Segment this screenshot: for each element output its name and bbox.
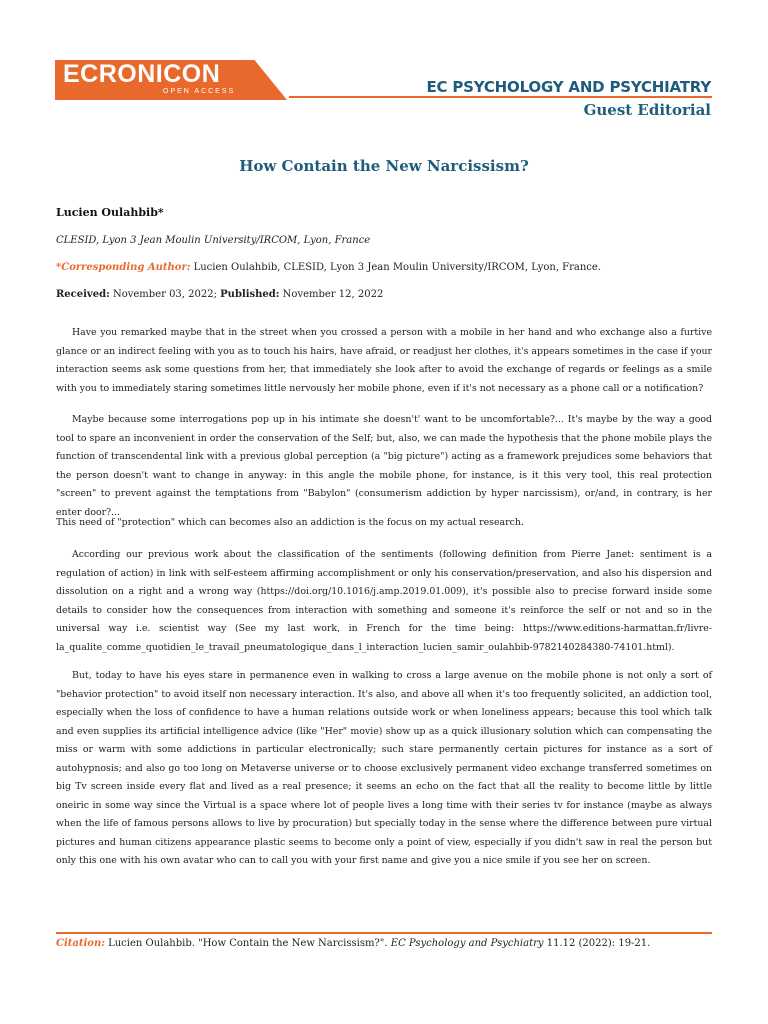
- citation-journal: EC Psychology and Psychiatry: [390, 938, 544, 949]
- body-paragraph-5: But, today to have his eyes stare in permanence even in walking to cross a large avenue on the mobile phone is not only a sort of "behavior protection" to avoid itself non necessary interaction. It's also, and above all when it's too frequently solicited, an addiction tool, especially when the loss of confidence to have a human relations outside work or when loneliness appears; because this tool which talk and even supplies its artificial intelligence advice (like "Her" movie) show up as a quick illusionary solution which can compensating the miss or warm with some addictions in particular electronically; such stare permanently certain pictures for instance as a sort of autohypnosis; and also go too long on Metaverse universe or to choose exclusively permanent video exchange transferred sometimes on big Tv screen inside every flat and lived as a real presence; it seems an echo on the fact that all the reality to become little by little oneiric in some way since the Virtual is a space where lot of people lives a long time with their series tv for instance (maybe as always when the life of famous persons allows to live by procuration) but specially today in the sense where the difference between pure virtual pictures and human citizens appearance plastic seems to become only a point of view, especially if you didn't saw in real the person but only this one with his own avatar who can to call you with your first name and give you a nice smile if you see her on screen.: [56, 670, 712, 866]
- corresponding-author-text: Lucien Oulahbib, CLESID, Lyon 3 Jean Moulin University/IRCOM, Lyon, France.: [193, 262, 601, 273]
- article-title: How Contain the New Narcissism?: [239, 157, 529, 175]
- published-date: November 12, 2022: [282, 289, 384, 300]
- citation-text: Lucien Oulahbib. "How Contain the New Narcissism?".: [108, 938, 388, 949]
- publisher-logo-name: ECRONICON: [63, 60, 221, 88]
- received-date: November 03, 2022;: [112, 289, 217, 300]
- journal-name: EC PSYCHOLOGY AND PSYCHIATRY: [426, 78, 711, 96]
- citation-reference: 11.12 (2022): 19-21.: [546, 938, 651, 949]
- footer-divider: [56, 932, 712, 934]
- received-label: Received:: [56, 289, 110, 300]
- body-paragraph-4: According our previous work about the classification of the sentiments (following definition from Pierre Janet: sentiment is a regulation of action) in link with self-esteem affirming accomplishment or only his conservation/preservation, and also his dispersion and dissolution on a right and a wrong way (https://doi.org/10.1016/j.amp.2019.01.009), it's possible also to precise forward inside some details to consider how the consequences from interaction with something and someone it's reinforce the self or not and so in the universal way i.e. scientist way (See my last work, in French for the time being: https://www.editions-harmattan.fr/livre- la_qualite_comme_quotidien_le_travail_pneumatologique_dans_l_interaction_lucien_samir_oulahbib-9782140284380-74101.html).: [56, 549, 712, 653]
- body-paragraph-1: Have you remarked maybe that in the street when you crossed a person with a mobile in her hand and who exchange also a furtive glance or an indirect feeling with you as to touch his hairs, have afraid, or readjust her clothes, it's appears sometimes in the case if your interaction seems ask some questions from her, that immediately she look after to avoid the exchange of regards or feelings as a smile with you to immediately staring sometimes little nervously her mobile phone, even if it's not necessary as a phone call or a notification?: [56, 327, 712, 394]
- author-name: Lucien Oulahbib*: [56, 206, 164, 219]
- author-affiliation: CLESID, Lyon 3 Jean Moulin University/IRCOM, Lyon, France: [56, 235, 371, 246]
- citation: [56, 938, 650, 949]
- publisher-logo-tagline: OPEN ACCESS: [163, 88, 236, 95]
- published-label: Published:: [220, 289, 280, 300]
- header-divider: [289, 96, 712, 98]
- corresponding-author-label: *Corresponding Author:: [56, 262, 191, 273]
- body-paragraph-2: Maybe because some interrogations pop up in his intimate she doesn't' want to be uncomfortable?... It's maybe by the way a good tool to spare an inconvenient in order the conservation of the Self; but, also, we can made the hypothesis that the phone mobile plays the function of transcendental link with a previous global perception (a "big picture") acting as a framework prejudices some behaviors that the person doesn't want to change in anyway: in this angle the mobile phone, for instance, is it this very tool, this real protection "screen" to prevent against the temptations from "Babylon" (consumerism addiction by hyper narcissism), or/and, in contrary, is her enter door?...: [56, 414, 712, 518]
- corresponding-author: [56, 262, 601, 273]
- body-paragraph-3: This need of "protection" which can becomes also an addiction is the focus on my actual research.: [56, 517, 524, 528]
- citation-label: Citation:: [56, 938, 105, 949]
- section-label: Guest Editorial: [583, 101, 711, 119]
- publication-dates: [56, 289, 383, 300]
